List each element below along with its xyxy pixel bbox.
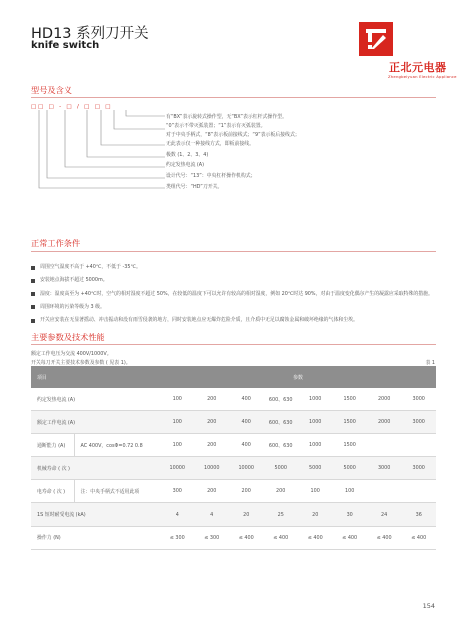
table-row xyxy=(31,503,436,526)
list-item: 开关应安装在无显著摇动、冲击振动和没有雨雪侵袭的地方，同时安装地点应无爆炸危险介质，且介质中无足以腐蚀金属和破坏绝缘的气体和尘埃。 xyxy=(31,317,441,324)
table-row xyxy=(31,434,436,457)
table-row xyxy=(31,411,436,434)
model-code-leader-lines xyxy=(31,110,171,190)
table-cell: ≤ 400 xyxy=(367,526,401,549)
table-cell xyxy=(401,480,436,503)
explanation-line: 设计代号：“13”：中央杠杆操作机构式； xyxy=(166,173,256,179)
table-cell: 25 xyxy=(263,503,297,526)
table-cell: 5000 xyxy=(298,457,332,480)
table-number: 表 1 xyxy=(425,360,435,366)
table-cell: 1500 xyxy=(332,411,366,434)
table-cell: 3000 xyxy=(401,411,436,434)
table-cell: 200 xyxy=(263,480,297,503)
table-cell: ≤ 300 xyxy=(195,526,229,549)
table-row xyxy=(31,388,436,411)
table-intro-text: 开关每刀开关主要技术参数及参数 ( 见表 1)。 xyxy=(31,360,131,366)
table-cell xyxy=(367,434,401,457)
table-cell: 10000 xyxy=(160,457,194,480)
table-cell: 1500 xyxy=(332,388,366,411)
model-code: □□ □ - □ / □ □ □ xyxy=(31,104,113,110)
row-label: 通断能力 (A) xyxy=(31,434,74,457)
list-item: 湿度：温度高至为 +40℃时，空气的相对湿度不超过 50%，在较低的温度下可以允许有较高的相对湿度，例如 20℃时达 90%，对由于温度变化偶尔产生的凝露应采取特殊的措施。 xyxy=(31,291,441,298)
table-cell: 3000 xyxy=(401,388,436,411)
table-row xyxy=(31,457,436,480)
table-cell: 20 xyxy=(298,503,332,526)
explanation-line: 对于中央手柄式，“8”表示板前接线式；“9”表示板后接线式； xyxy=(166,132,300,138)
table-cell: 10000 xyxy=(229,457,263,480)
table-cell: ≤ 300 xyxy=(160,526,194,549)
row-label: 约定发热电流 (A) xyxy=(31,388,160,411)
brand-name: 正北元电器 xyxy=(389,61,447,74)
table-cell: 100 xyxy=(298,480,332,503)
table-cell: 4 xyxy=(160,503,194,526)
model-section-title: 型号及含义 xyxy=(31,85,72,95)
table-cell: 200 xyxy=(229,480,263,503)
table-cell: 4 xyxy=(195,503,229,526)
brand-logo-icon xyxy=(359,22,393,56)
table-row xyxy=(31,480,436,503)
table-cell: 5000 xyxy=(263,457,297,480)
row-sublabel: AC 400V，cosΦ=0.72 0.8 xyxy=(74,434,160,457)
row-label: 操作力 (N) xyxy=(31,526,160,549)
table-cell: 20 xyxy=(229,503,263,526)
table-cell: 36 xyxy=(401,503,436,526)
table-cell: 400 xyxy=(229,411,263,434)
conditions-section-title: 正常工作条件 xyxy=(31,238,81,248)
explanation-line: 无此表示仅一种接线方式，即板前接线。 xyxy=(166,141,255,147)
table-cell xyxy=(401,434,436,457)
table-cell xyxy=(367,480,401,503)
rated-voltage-text: 额定工作电压为交流 400V/1000V。 xyxy=(31,351,112,357)
row-label: 额定工作电流 (A) xyxy=(31,411,160,434)
table-row xyxy=(31,526,436,549)
explanation-line: 极数 (1、2、3、4) xyxy=(166,152,209,158)
conditions-list xyxy=(31,264,441,330)
page-number: 154 xyxy=(422,602,435,610)
table-cell: 400 xyxy=(229,434,263,457)
params-table xyxy=(31,366,436,550)
table-cell: 100 xyxy=(160,434,194,457)
table-header-params: 参数 xyxy=(160,366,436,388)
section-divider xyxy=(31,344,436,345)
table-cell: 300 xyxy=(160,480,194,503)
table-cell: 200 xyxy=(195,434,229,457)
table-cell: 400 xyxy=(229,388,263,411)
table-cell: 600、630 xyxy=(263,411,297,434)
table-cell: ≤ 400 xyxy=(401,526,436,549)
section-divider xyxy=(31,251,436,252)
params-section-title: 主要参数及技术性能 xyxy=(31,332,105,342)
table-cell: 100 xyxy=(160,411,194,434)
table-cell: 1000 xyxy=(298,388,332,411)
table-cell: 200 xyxy=(195,411,229,434)
table-cell: ≤ 400 xyxy=(229,526,263,549)
brand-subtitle: Zhengbeiyuan Electric Appliance xyxy=(388,74,457,79)
table-header-item: 项目 xyxy=(31,366,160,388)
explanation-line: 有“BX”表示旋转式操作型，无“BX”表示杠杆式操作型。 xyxy=(166,114,287,120)
table-cell: 200 xyxy=(195,480,229,503)
table-cell: 1000 xyxy=(298,411,332,434)
row-label: 电寿命 ( 次 ) xyxy=(31,480,74,503)
page-subtitle: knife switch xyxy=(31,40,100,51)
table-cell: 600、630 xyxy=(263,388,297,411)
table-cell: 5000 xyxy=(332,457,366,480)
explanation-line: 约定发热电流 (A) xyxy=(166,162,205,168)
table-cell: 200 xyxy=(195,388,229,411)
table-cell: 24 xyxy=(367,503,401,526)
table-cell: 1500 xyxy=(332,434,366,457)
table-cell: 30 xyxy=(332,503,366,526)
table-cell: 3000 xyxy=(401,457,436,480)
table-cell: ≤ 400 xyxy=(263,526,297,549)
list-item: 周围环境的污染等级为 3 级。 xyxy=(31,304,441,311)
table-cell: 100 xyxy=(160,388,194,411)
table-cell: 2000 xyxy=(367,411,401,434)
list-item: 安装地点海拔不超过 5000m。 xyxy=(31,277,441,284)
row-sublabel: 注：中央手柄式不适用此项 xyxy=(74,480,160,503)
row-label: 机械寿命 ( 次 ) xyxy=(31,457,160,480)
table-cell: 10000 xyxy=(195,457,229,480)
table-cell: ≤ 400 xyxy=(298,526,332,549)
table-cell: 2000 xyxy=(367,388,401,411)
table-cell: 1000 xyxy=(298,434,332,457)
explanation-line: 类组代号：“HD”刀开关。 xyxy=(166,184,223,190)
section-divider xyxy=(31,97,436,98)
list-item: 周围空气温度不高于 +40℃，不低于 -35℃。 xyxy=(31,264,441,271)
table-cell: 3000 xyxy=(367,457,401,480)
table-cell: 600、630 xyxy=(263,434,297,457)
table-cell: 100 xyxy=(332,480,366,503)
page-title: HD13 系列刀开关 xyxy=(31,26,149,42)
explanation-line: “0”表示不带灭弧装置；“1”表示有灭弧装置。 xyxy=(166,123,266,129)
row-label: 1S 短时耐受电流 (kA) xyxy=(31,503,160,526)
table-cell: ≤ 400 xyxy=(332,526,366,549)
